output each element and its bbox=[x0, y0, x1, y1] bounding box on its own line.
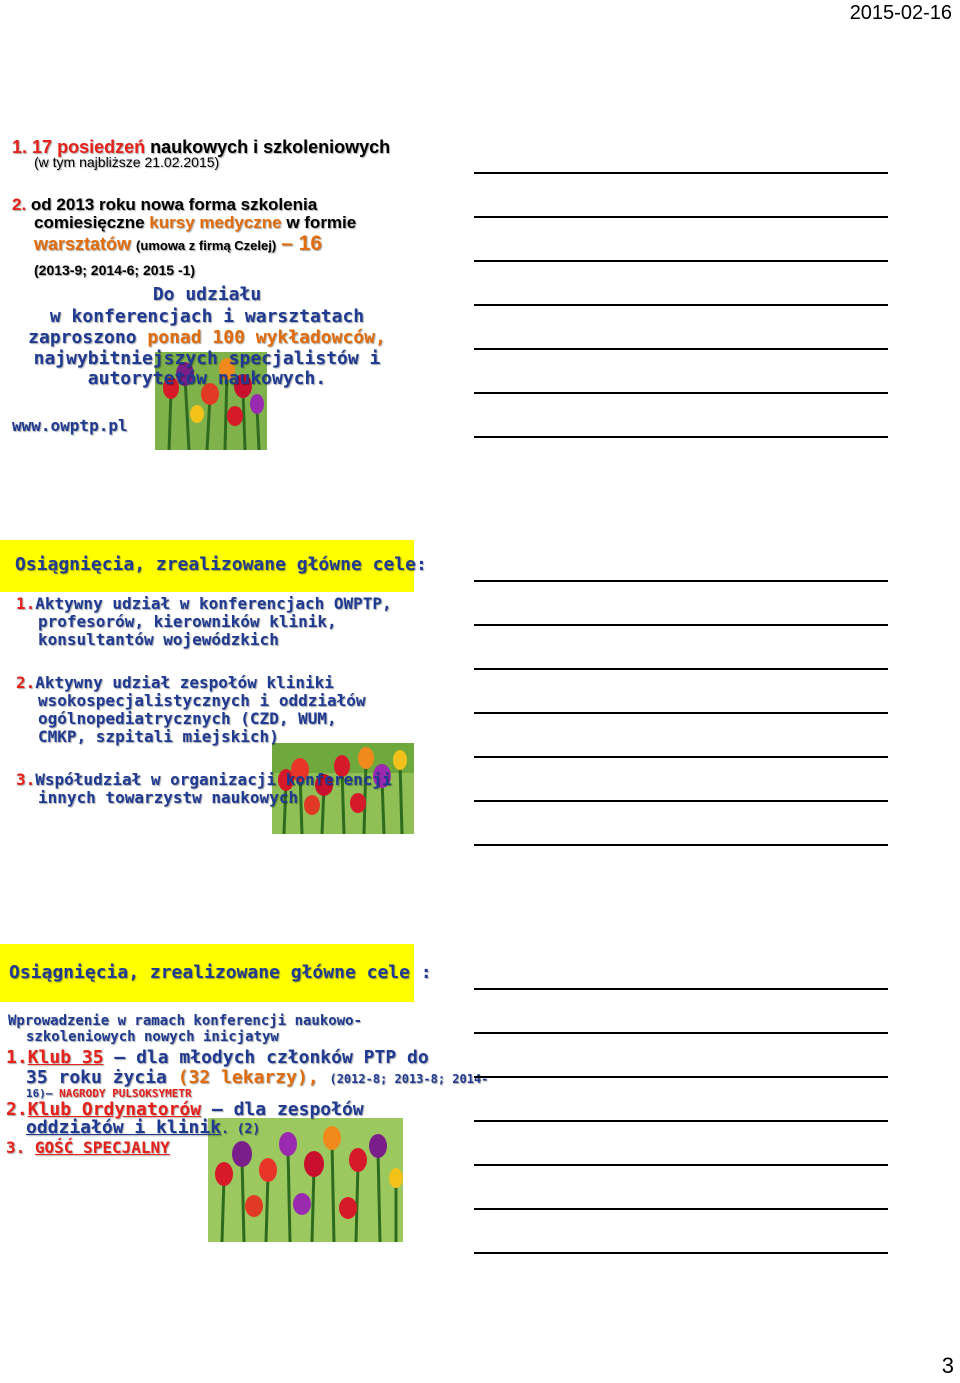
notes-line bbox=[474, 756, 888, 758]
para-line5: autorytetów naukowych. bbox=[87, 368, 327, 389]
notes-line bbox=[474, 348, 888, 350]
item2-line3a: warsztatów bbox=[34, 234, 132, 254]
notes-line bbox=[474, 1164, 888, 1166]
notes-line bbox=[474, 216, 888, 218]
para-line1: Do udziału bbox=[152, 284, 262, 305]
slide2-title: Osiągnięcia, zrealizowane główne cele: bbox=[15, 554, 427, 575]
notes-line bbox=[474, 668, 888, 670]
item1-count: 17 bbox=[32, 137, 53, 157]
item2-line4: (2013-9; 2014-6; 2015 -1) bbox=[34, 262, 196, 278]
notes-line bbox=[474, 172, 888, 174]
notes-line bbox=[474, 260, 888, 262]
item1-red-text: posiedzeń bbox=[57, 137, 146, 157]
s3-item1-f: 16)– bbox=[26, 1087, 53, 1100]
notes-line bbox=[474, 844, 888, 846]
item2-line3b: (umowa z firmą Czelej) bbox=[136, 238, 277, 253]
s2-item2-number: 2. bbox=[16, 673, 36, 692]
s3-item1-b: – dla młodych członków PTP do bbox=[114, 1047, 429, 1068]
item2-line2c: w formie bbox=[286, 213, 357, 232]
klub-ordynatorow-link[interactable]: Klub Ordynatorów bbox=[27, 1099, 202, 1120]
s3-item1-number: 1. bbox=[6, 1047, 28, 1068]
s2-item2-line1: Aktywny udział zespołów kliniki bbox=[35, 673, 334, 692]
s3-item2-b: – dla zespołów bbox=[211, 1099, 364, 1120]
notes-line bbox=[474, 304, 888, 306]
item1-sub: (w tym najbliższe 21.02.2015) bbox=[34, 154, 220, 170]
s3-intro-line1: Wprowadzenie w ramach konferencji naukowo- bbox=[8, 1013, 363, 1029]
item1-number: 1. bbox=[12, 137, 28, 157]
klub35-link[interactable]: Klub 35 bbox=[27, 1047, 104, 1068]
slide-1 bbox=[0, 120, 414, 450]
s2-item1-line2: profesorów, kierowników klinik, bbox=[38, 612, 337, 631]
notes-line bbox=[474, 580, 888, 582]
notes-line bbox=[474, 392, 888, 394]
item2-line1: od 2013 roku nowa forma szkolenia bbox=[30, 195, 318, 214]
s2-item3-line2: innych towarzystw naukowych bbox=[38, 788, 299, 807]
s3-item2-c: oddziałów i klinik bbox=[26, 1117, 222, 1138]
item2-line2a: comiesięczne bbox=[34, 213, 145, 232]
notes-line bbox=[474, 800, 888, 802]
notes-line bbox=[474, 988, 888, 990]
s3-item1-c: 35 roku życia bbox=[26, 1067, 167, 1088]
para-line2: w konferencjach i warsztatach bbox=[49, 306, 365, 327]
s2-item1-number: 1. bbox=[16, 594, 36, 613]
item2-line2b: kursy medyczne bbox=[149, 213, 282, 232]
para-line4: najwybitniejszych specjalistów i bbox=[33, 348, 381, 369]
page-number: 3 bbox=[941, 1353, 954, 1378]
notes-line bbox=[474, 1076, 888, 1078]
website-link[interactable]: www.owptp.pl bbox=[12, 416, 128, 435]
notes-line bbox=[474, 1032, 888, 1034]
notes-line bbox=[474, 624, 888, 626]
notes-line bbox=[474, 1252, 888, 1254]
item2-line3c: – 16 bbox=[281, 232, 323, 255]
s2-item2-line3: ogólnopediatrycznych (CZD, WUM, bbox=[38, 709, 337, 728]
s3-intro-line2: szkoleniowych nowych inicjatyw bbox=[26, 1029, 279, 1045]
s2-item2-line4: CMKP, szpitali miejskich) bbox=[38, 727, 279, 746]
para-line3a: zaproszono bbox=[28, 327, 137, 348]
gosc-specjalny-link[interactable]: GOŚĆ SPECJALNY bbox=[34, 1138, 170, 1157]
notes-line bbox=[474, 712, 888, 714]
print-date: 2015-02-16 bbox=[849, 2, 952, 24]
item2-number: 2. bbox=[12, 195, 27, 214]
s2-item1-line1: Aktywny udział w konferencjach OWPTP, bbox=[35, 594, 392, 613]
s3-item3-number: 3. bbox=[6, 1138, 26, 1157]
notes-line bbox=[474, 436, 888, 438]
s3-item1-d: (32 lekarzy), bbox=[177, 1067, 319, 1088]
s2-item3-line1: Współudział w organizacji konferencji bbox=[35, 770, 392, 789]
item1-rest: naukowych i szkoleniowych bbox=[150, 137, 391, 157]
s3-item1-g: NAGRODY PULSOKSYMETR bbox=[59, 1087, 192, 1100]
para-line3b: ponad 100 wykładowców, bbox=[147, 327, 386, 348]
s3-item1-e: (2012-8; 2013-8; 2014- bbox=[329, 1072, 489, 1086]
s2-item1-line3: konsultantów wojewódzkich bbox=[38, 630, 279, 649]
s3-item2-number: 2. bbox=[6, 1099, 28, 1120]
s2-item2-line2: wsokospecjalistycznych i oddziałów bbox=[38, 691, 366, 710]
notes-line bbox=[474, 1120, 888, 1122]
s2-item3-number: 3. bbox=[16, 770, 36, 789]
s3-item2-d: . (2) bbox=[221, 1122, 261, 1137]
notes-line bbox=[474, 1208, 888, 1210]
slide3-title: Osiągnięcia, zrealizowane główne cele : bbox=[9, 962, 432, 983]
